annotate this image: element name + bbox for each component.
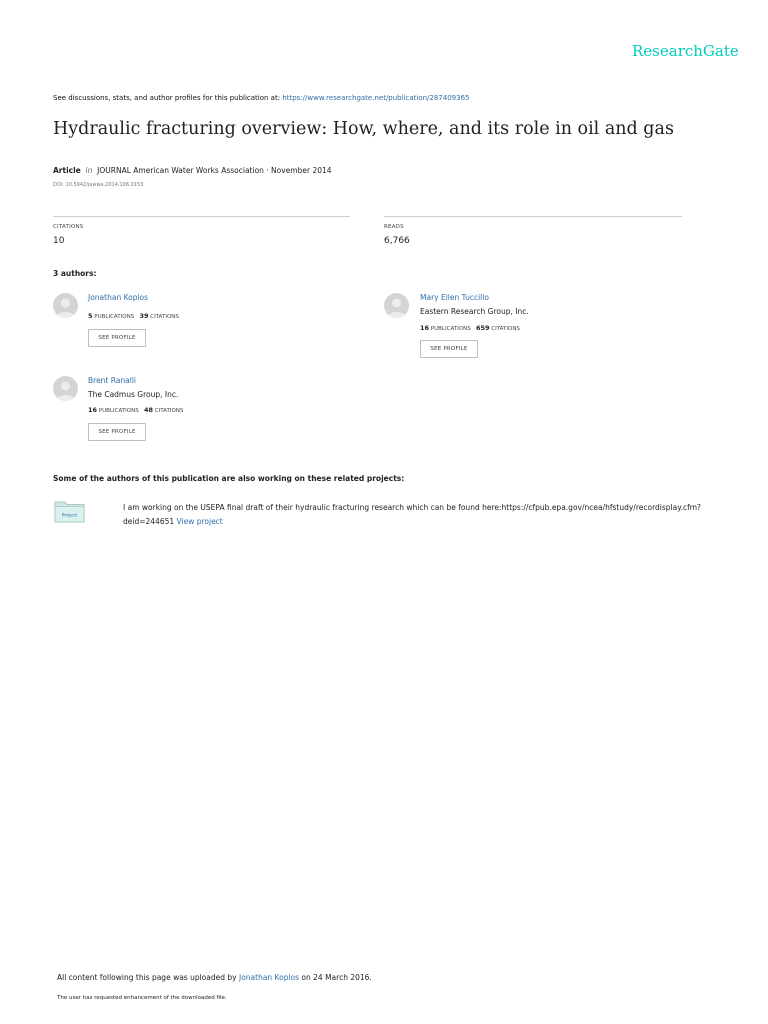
- citations-divider: [53, 216, 350, 217]
- reads-label: READS: [384, 224, 404, 230]
- publications-count: 16: [420, 324, 430, 332]
- discussion-prefix: See discussions, stats, and author profiles for this publication at:: [53, 94, 283, 102]
- author-affiliation: The Cadmus Group, Inc.: [88, 390, 179, 399]
- project-description: [123, 501, 703, 529]
- citations-label: CITATIONS: [491, 326, 520, 332]
- meta-in: in: [85, 166, 93, 175]
- citations-count: 659: [475, 324, 490, 332]
- project-folder-icon[interactable]: [54, 499, 85, 523]
- reads-divider: [384, 216, 682, 217]
- publications-label: PUBLICATIONS: [430, 326, 471, 332]
- avatar-icon[interactable]: [53, 293, 78, 318]
- publication-title: Hydraulic fracturing overview: How, where, and its role in oil and gas: [53, 119, 674, 139]
- journal-date: JOURNAL American Water Works Association · November 2014: [97, 166, 332, 175]
- related-projects-heading: Some of the authors of this publication are also working on these related projects:: [53, 474, 405, 483]
- author-name-link[interactable]: Brent Ranalli: [88, 376, 136, 385]
- uploader-link[interactable]: Jonathan Koplos: [238, 973, 300, 982]
- author-stats: [420, 324, 520, 332]
- upload-prefix: All content following this page was uploaded by: [57, 973, 239, 982]
- publications-count: 5: [88, 312, 93, 320]
- publications-count: 16: [88, 406, 98, 414]
- see-profile-button[interactable]: SEE PROFILE: [88, 329, 146, 347]
- see-profile-button[interactable]: SEE PROFILE: [88, 423, 146, 441]
- citations-value: 10: [53, 236, 65, 246]
- author-affiliation: Eastern Research Group, Inc.: [420, 307, 529, 316]
- publication-meta: [53, 166, 332, 175]
- upload-suffix: on 24 March 2016.: [299, 973, 372, 982]
- doi: DOI: 10.5942/jawwa.2014.106.0153: [53, 182, 144, 188]
- citations-label: CITATIONS: [150, 314, 179, 320]
- avatar-icon[interactable]: [53, 376, 78, 401]
- authors-heading: 3 authors:: [53, 269, 97, 278]
- publications-label: PUBLICATIONS: [98, 408, 139, 414]
- project-icon-label: Project: [61, 513, 78, 519]
- project-text: I am working on the USEPA final draft of their hydraulic fracturing research which can be found here:https://cfpub.epa.gov/ncea/hfstudy/recordisplay.cfm?deid=244651: [123, 503, 702, 526]
- upload-info: [57, 973, 372, 982]
- citations-label: CITATIONS: [154, 408, 184, 414]
- view-project-link[interactable]: View project: [176, 517, 223, 526]
- publications-label: PUBLICATIONS: [94, 314, 135, 320]
- reads-value: 6,766: [384, 236, 410, 246]
- publication-type: Article: [53, 166, 81, 175]
- see-profile-button[interactable]: SEE PROFILE: [420, 340, 478, 358]
- discussion-line: [53, 94, 470, 102]
- enhancement-note: The user has requested enhancement of the downloaded file.: [57, 995, 227, 1001]
- avatar-icon[interactable]: [384, 293, 409, 318]
- citations-label: CITATIONS: [53, 224, 84, 230]
- citations-count: 48: [143, 406, 153, 414]
- author-stats: [88, 312, 179, 320]
- author-name-link[interactable]: Jonathan Koplos: [88, 293, 149, 302]
- researchgate-logo[interactable]: ResearchGate: [632, 42, 739, 60]
- author-name-link[interactable]: Mary Ellen Tuccillo: [420, 293, 489, 302]
- publication-url-link[interactable]: https://www.researchgate.net/publication/287409365: [282, 94, 470, 102]
- author-stats: [88, 406, 183, 414]
- citations-count: 39: [139, 312, 149, 320]
